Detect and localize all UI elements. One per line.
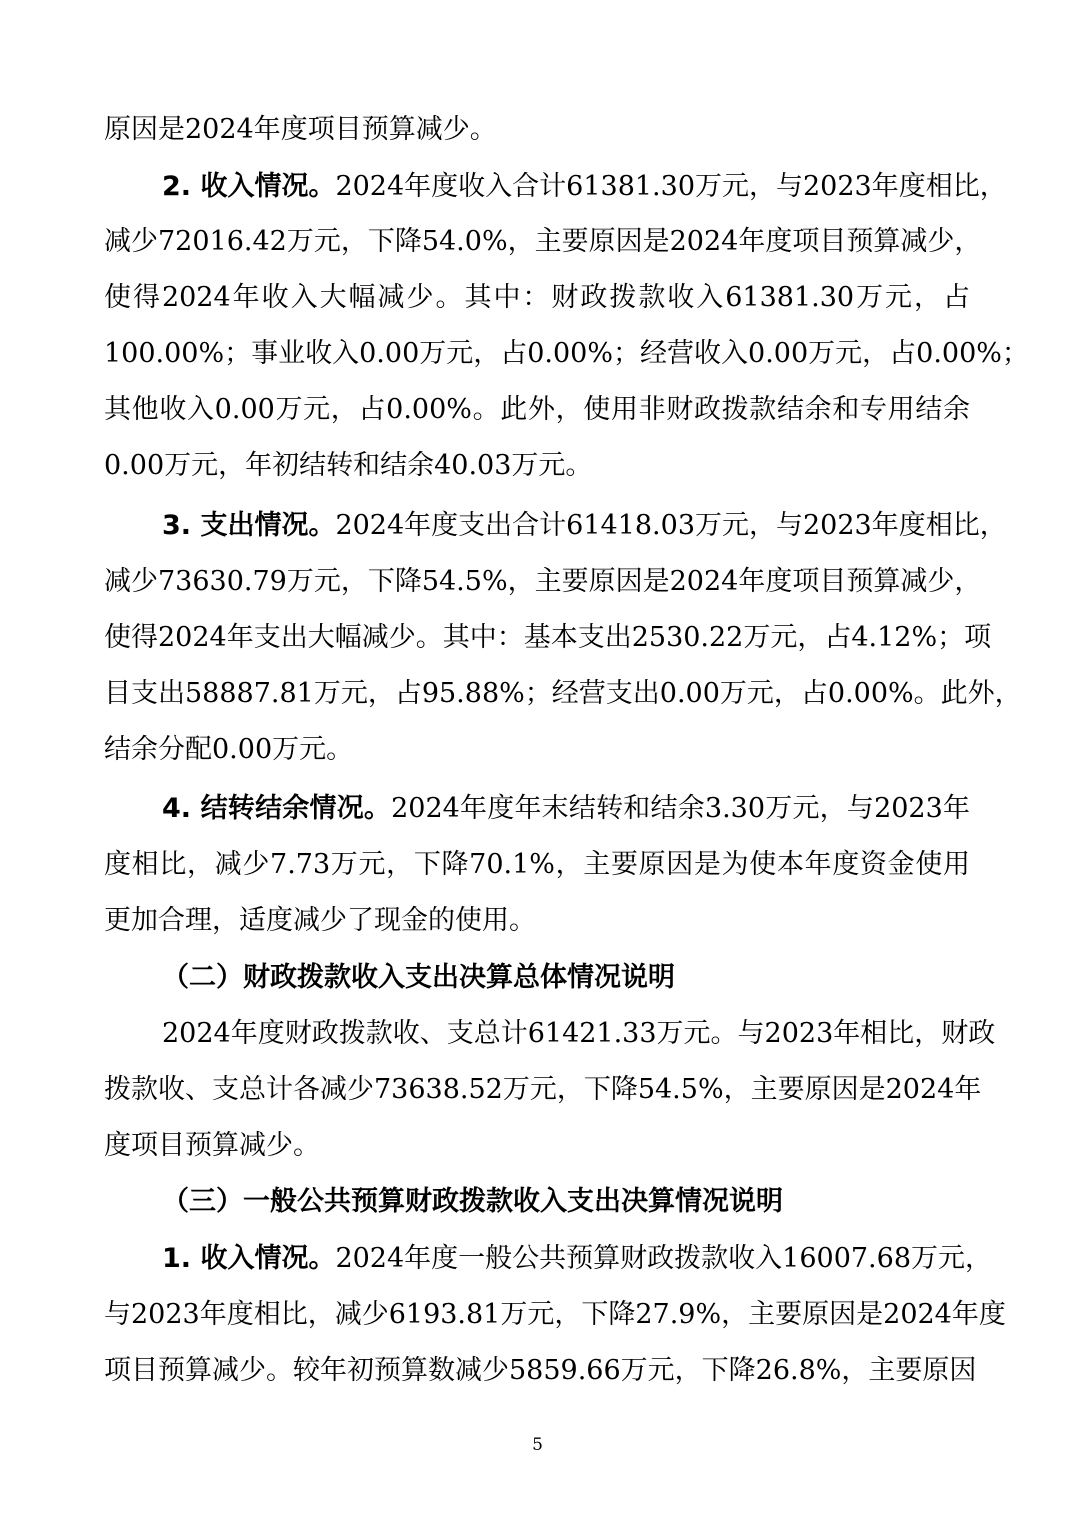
paragraph-line: 使得2024年支出大幅减少。其中：基本支出2530.22万元，占4.12%；项	[104, 622, 992, 653]
paragraph-line: 项目预算减少。较年初预算数减少5859.66万元，下降26.8%，主要原因	[104, 1355, 977, 1386]
paragraph-line: 更加合理，适度减少了现金的使用。	[104, 905, 536, 936]
paragraph-line: 结余分配0.00万元。	[104, 734, 354, 765]
item-lead: 4. 结转结余情况。	[162, 793, 392, 824]
paragraph-line: 0.00万元，年初结转和结余40.03万元。	[104, 450, 593, 481]
paragraph-line: 与2023年度相比，减少6193.81万元，下降27.9%，主要原因是2024年度	[104, 1299, 1006, 1330]
paragraph-line: 2. 收入情况。2024年度收入合计61381.30万元，与2023年度相比，	[162, 171, 1007, 202]
section-heading: （二）财政拨款收入支出决算总体情况说明	[162, 962, 675, 993]
paragraph-line: 减少73630.79万元，下降54.5%，主要原因是2024年度项目预算减少，	[104, 566, 982, 597]
paragraph-line: 拨款收、支总计各减少73638.52万元，下降54.5%，主要原因是2024年	[104, 1074, 982, 1105]
paragraph-line: 4. 结转结余情况。2024年度年末结转和结余3.30万元，与2023年	[162, 793, 971, 824]
paragraph-line: 其他收入0.00万元，占0.00%。此外，使用非财政拨款结余和专用结余	[104, 394, 970, 425]
paragraph-line: 2024年度财政拨款收、支总计61421.33万元。与2023年相比，财政	[162, 1018, 996, 1049]
item-lead: 3. 支出情况。	[162, 510, 336, 541]
paragraph-line: 减少72016.42万元，下降54.0%，主要原因是2024年度项目预算减少，	[104, 226, 982, 257]
section-heading: （三）一般公共预算财政拨款收入支出决算情况说明	[162, 1186, 783, 1217]
paragraph-line: 使得2024年收入大幅减少。其中：财政拨款收入61381.30万元，占	[104, 282, 970, 313]
paragraph-line: 3. 支出情况。2024年度支出合计61418.03万元，与2023年度相比，	[162, 510, 1007, 541]
item-lead: 1. 收入情况。	[162, 1243, 336, 1274]
paragraph-line: 原因是2024年度项目预算减少。	[104, 114, 497, 145]
paragraph-line: 目支出58887.81万元，占95.88%；经营支出0.00万元，占0.00%。此外，	[104, 678, 1022, 709]
paragraph-line: 度项目预算减少。	[104, 1130, 320, 1161]
paragraph-line: 1. 收入情况。2024年度一般公共预算财政拨款收入16007.68万元，	[162, 1243, 992, 1274]
paragraph-line: 100.00%；事业收入0.00万元，占0.00%；经营收入0.00万元，占0.00%；	[104, 338, 1029, 369]
item-lead: 2. 收入情况。	[162, 171, 336, 202]
page-number: 5	[532, 1435, 543, 1455]
paragraph-line: 度相比，减少7.73万元，下降70.1%，主要原因是为使本年度资金使用	[104, 849, 970, 880]
